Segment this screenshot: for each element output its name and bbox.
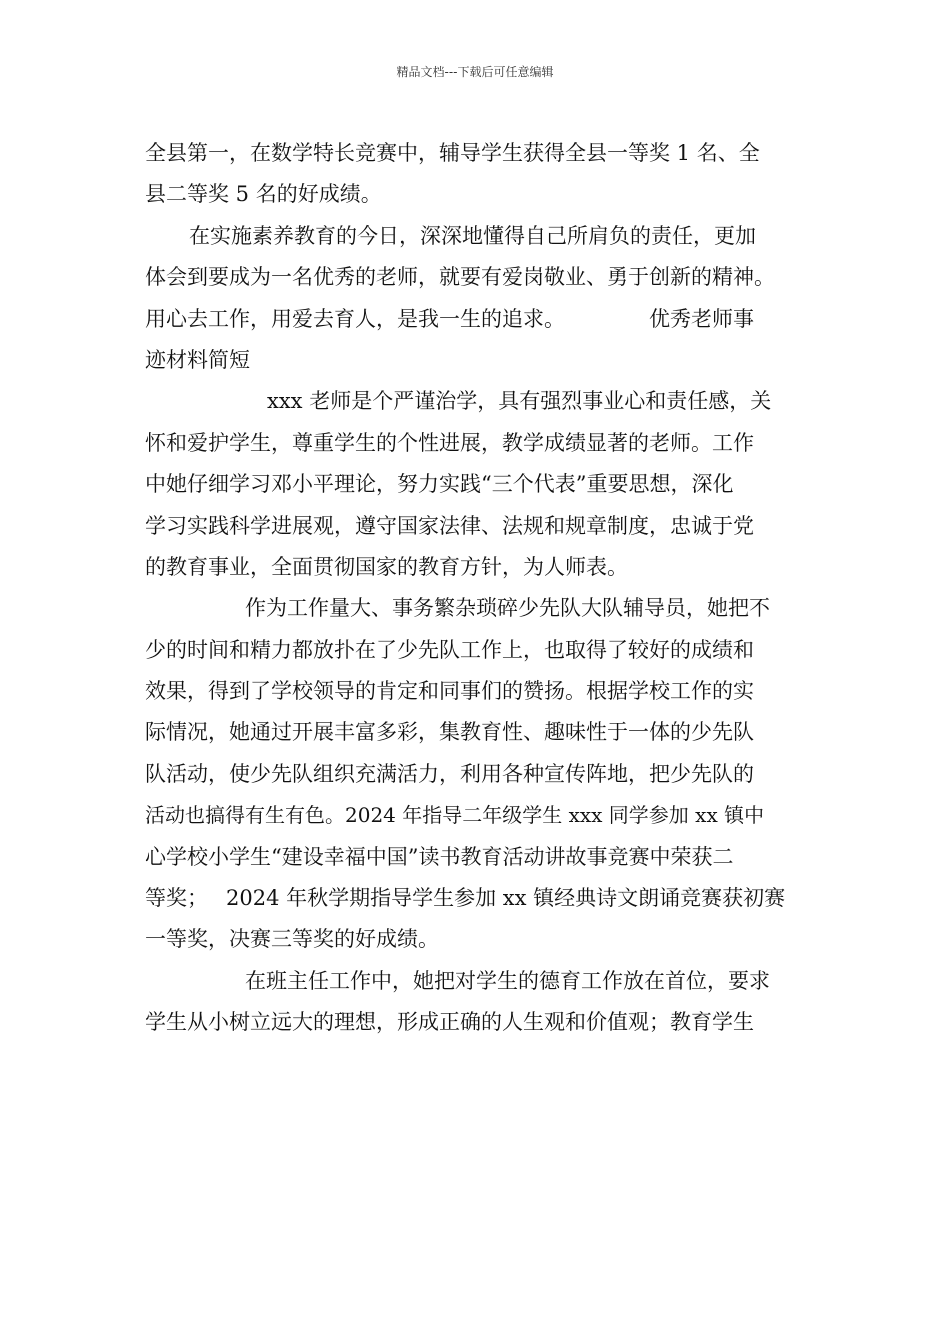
text-line: xxx 老师是个严谨治学，具有强烈事业心和责任感，关 bbox=[267, 389, 772, 414]
text-line: 体会到要成为一名优秀的老师，就要有爱岗敬业、勇于创新的精神。 bbox=[145, 265, 775, 290]
section-title: 优秀老师事 bbox=[649, 306, 754, 331]
text-line: 全县第一，在数学特长竞赛中，辅导学生获得全县一等奖 1 名、全 bbox=[145, 141, 760, 165]
text-line: 际情况，她通过开展丰富多彩，集教育性、趣味性于一体的少先队 bbox=[145, 720, 754, 745]
text-line: 效果，得到了学校领导的肯定和同事们的赞扬。根据学校工作的实 bbox=[145, 679, 754, 704]
text-line: 活动也搞得有生有色。2024 年指导二年级学生 xxx 同学参加 xx 镇中 bbox=[145, 803, 765, 828]
text-line: 一等奖，决赛三等奖的好成绩。 bbox=[145, 927, 439, 952]
text-line: 用心去工作，用爱去育人，是我一生的追求。 优秀老师事 bbox=[145, 306, 754, 331]
section-title-line: 迹材料简短 bbox=[145, 347, 250, 372]
document-body bbox=[145, 133, 813, 1044]
text-line: 的教育事业，全面贯彻国家的教育方针，为人师表。 bbox=[145, 554, 628, 579]
text-line: 学生从小树立远大的理想，形成正确的人生观和价值观；教育学生 bbox=[145, 1010, 754, 1035]
text-line: 少的时间和精力都放扑在了少先队工作上，也取得了较好的成绩和 bbox=[145, 637, 754, 662]
text-line: 心学校小学生“建设幸福中国”读书教育活动讲故事竞赛中荣获二 bbox=[145, 844, 734, 869]
text-line: 在实施素养教育的今日，深深地懂得自己所肩负的责任，更加 bbox=[189, 223, 756, 248]
text-line: 怀和爱护学生，尊重学生的个性进展，教学成绩显著的老师。工作 bbox=[145, 430, 754, 455]
text-line: 县二等奖 5 名的好成绩。 bbox=[145, 182, 382, 207]
text-line: 学习实践科学进展观，遵守国家法律、法规和规章制度，忠诚于党 bbox=[145, 513, 754, 538]
text-line: 等奖； 2024 年秋学期指导学生参加 xx 镇经典诗文朗诵竞赛获初赛 bbox=[145, 886, 786, 911]
text-line: 队活动，使少先队组织充满活力，利用各种宣传阵地，把少先队的 bbox=[145, 761, 754, 786]
text-line: 中她仔细学习邓小平理论，努力实践“三个代表”重要思想，深化 bbox=[145, 472, 734, 497]
page-header: 精品文档---下载后可任意编辑 bbox=[396, 65, 554, 79]
text-line: 作为工作量大、事务繁杂琐碎少先队大队辅导员，她把不 bbox=[245, 596, 770, 621]
text-line: 在班主任工作中，她把对学生的德育工作放在首位，要求 bbox=[245, 968, 770, 993]
